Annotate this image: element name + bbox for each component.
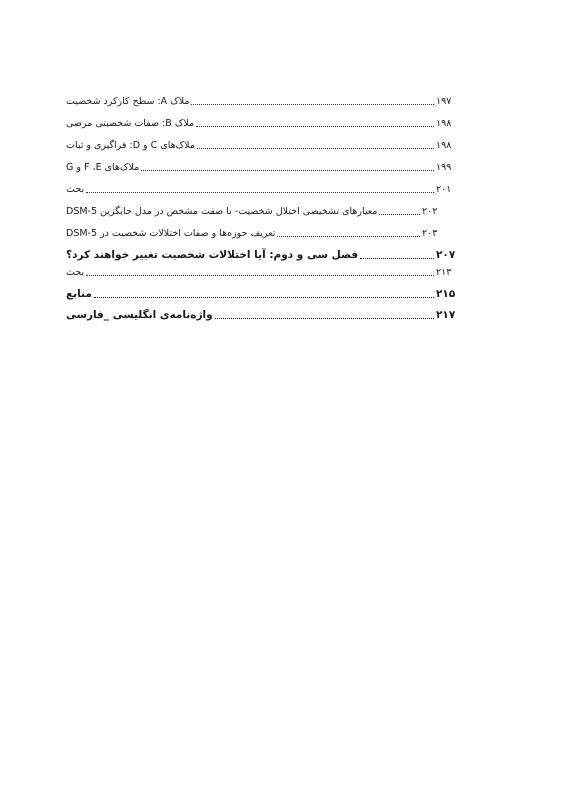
- toc-entry-title: فصل سی و دوم: آیا اختلالات شخصیت تغییر خواهند کرد؟: [66, 249, 359, 261]
- dot-leader: [197, 148, 434, 149]
- dot-leader: [215, 318, 434, 319]
- toc-entry-page: ۲۰۲: [422, 206, 438, 217]
- toc-entry: [66, 267, 458, 279]
- toc-entry-title: ملاک‌های F ،E و G: [66, 162, 140, 173]
- toc-entry-title: منابع: [66, 288, 92, 300]
- toc-entry-title: ملاک A: سطح کارکرد شخصیت: [66, 96, 190, 107]
- toc-entry-page: ۱۹۹: [436, 162, 452, 173]
- toc-entry-page: ۲۰۷: [436, 249, 456, 261]
- toc-entry-title: واژه‌نامه‌ی انگلیسی _فارسی: [66, 309, 213, 321]
- toc-entry: [66, 206, 444, 218]
- toc-entry: [66, 184, 458, 196]
- toc-entry-page: ۲۱۵: [436, 288, 456, 300]
- dot-leader: [379, 214, 420, 215]
- toc-entry: [66, 228, 444, 240]
- toc-entry-title: ملاک B: صفات شخصیتی مرضی: [66, 118, 195, 129]
- toc-section-entry: [66, 288, 458, 301]
- toc-chapter-entry: [66, 249, 458, 262]
- toc-entry: [66, 140, 458, 152]
- toc-entry-title: ملاک‌های C و D: فراگیری و ثبات: [66, 140, 195, 151]
- toc-entry-title: بحث: [66, 267, 85, 278]
- dot-leader: [277, 236, 420, 237]
- toc-entry-page: ۱۹۸: [436, 140, 452, 151]
- dot-leader: [94, 297, 434, 298]
- toc-entry: [66, 162, 458, 174]
- toc-entry-page: ۲۱۳: [436, 267, 452, 278]
- dot-leader: [196, 126, 434, 127]
- toc-entry-page: ۲۱۷: [436, 309, 456, 321]
- dot-leader: [191, 104, 434, 105]
- toc-entry-title: بحث: [66, 184, 85, 195]
- dot-leader: [141, 170, 434, 171]
- toc-entry-page: ۱۹۸: [436, 118, 452, 129]
- toc-entry: [66, 96, 458, 108]
- dot-leader: [86, 275, 434, 276]
- toc-entry-title: معیارهای تشخیصی اختلال شخصیت- با صفت مشخص در مدل جایگزین DSM-5: [66, 206, 378, 217]
- dot-leader: [360, 258, 434, 259]
- toc-entry-page: ۲۰۱: [436, 184, 452, 195]
- toc-entry-title: تعریف حوزه‌ها و صفات اختلالات شخصیت در DSM-5: [66, 228, 276, 239]
- dot-leader: [86, 192, 434, 193]
- toc-section-entry: [66, 309, 458, 322]
- toc-entry: [66, 118, 458, 130]
- toc-entry-page: ۱۹۷: [436, 96, 452, 107]
- toc-entry-page: ۲۰۳: [422, 228, 438, 239]
